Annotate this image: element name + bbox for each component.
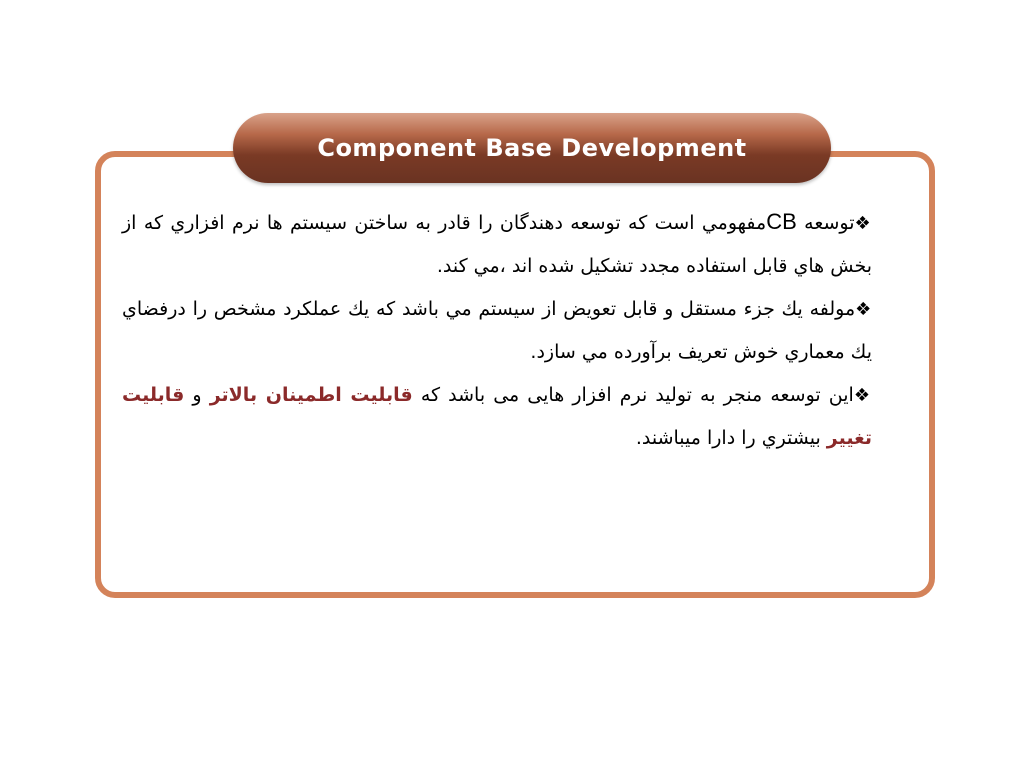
diamond-bullet-icon: ❖ — [853, 385, 872, 406]
diamond-bullet-icon: ❖ — [854, 213, 872, 234]
paragraph-1-part2: مفهومي است كه توسعه دهندگان را قادر به ساختن سيستم ها نرم افزاري كه از بخش هاي قابل استفاده مجدد تشكيل شده اند ،مي كند. — [122, 212, 872, 277]
diamond-bullet-icon: ❖ — [855, 299, 873, 320]
paragraph-2 — [122, 288, 872, 374]
paragraph-2-text: مولفه يك جزء مستقل و قابل تعويض از سيستم مي باشد كه يك عملكرد مشخص را درفضاي يك معماري خوش تعريف برآورده مي سازد. — [122, 298, 872, 363]
highlight-reliability: قابليت اطمينان بالاتر — [209, 384, 413, 406]
title-banner — [233, 113, 831, 183]
paragraph-1-part1: توسعه — [796, 212, 855, 234]
paragraph-1 — [122, 200, 872, 288]
paragraph-3 — [122, 374, 872, 460]
content-body — [122, 200, 872, 460]
paragraph-3-part1: این توسعه منجر به تولید نرم افزار هایی می باشد که — [412, 384, 854, 406]
paragraph-3-part2: و — [184, 384, 210, 406]
paragraph-3-part3: بيشتري را دارا ميباشند. — [635, 427, 827, 449]
highlight-changeability: قابليت تغيير — [122, 384, 872, 449]
slide-title: Component Base Development — [317, 134, 747, 162]
paragraph-1-latin: CB — [766, 209, 797, 234]
